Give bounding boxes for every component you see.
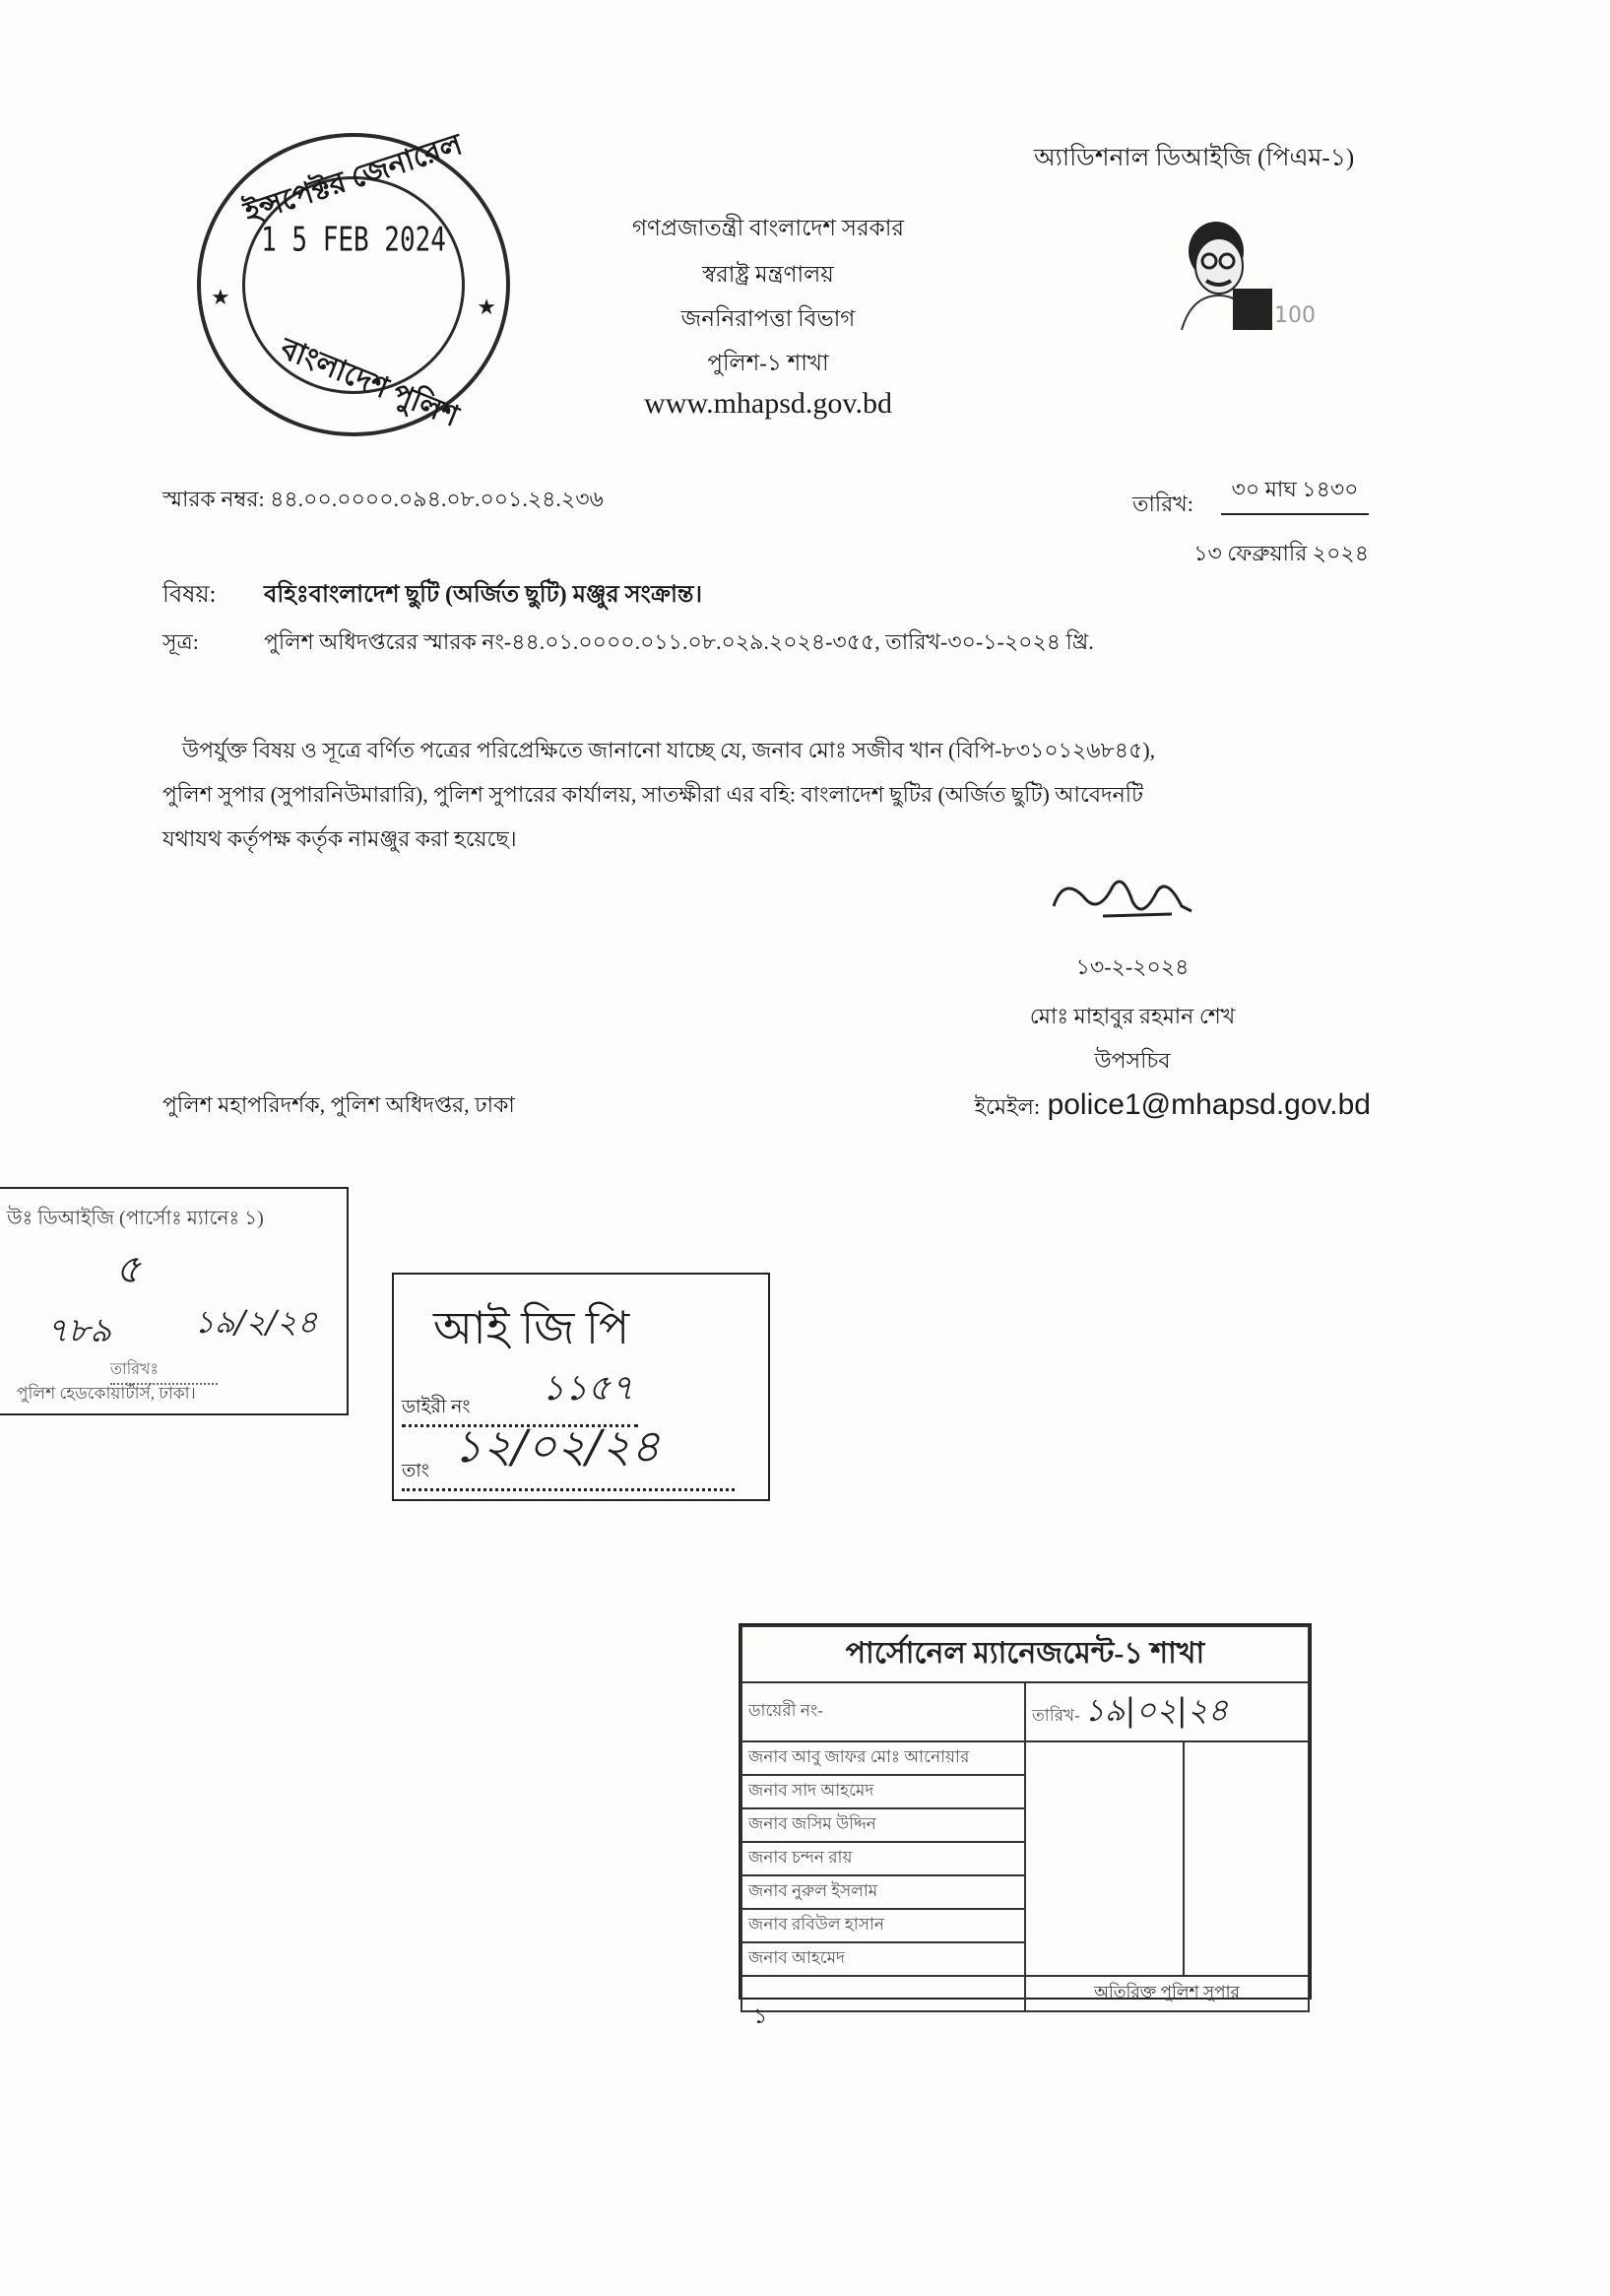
signature-date: ১৩-২-২০২৪ (1075, 954, 1190, 979)
subject-label: বিষয়: (162, 582, 217, 608)
signatory-email (867, 1088, 1371, 1127)
dig-receipt-stamp (0, 1187, 349, 1415)
division-name: জননিরাপত্তা বিভাগ (680, 306, 856, 331)
igp-date-label: তাং (402, 1457, 735, 1491)
branch-date-cell (1025, 1682, 1309, 1741)
signatory-name: মোঃ মাহাবুর রহমান শেখ (1029, 1004, 1236, 1028)
date-label: তারিখ: (1132, 492, 1193, 516)
date-bangla: ৩০ মাঘ ১৪৩০ (1221, 473, 1369, 515)
officer-name: জনাব জসিম উদ্দিন (741, 1808, 1025, 1842)
reference-label: সূত্র: (162, 629, 199, 654)
body-line: পুলিশ সুপার (সুপারনিউমারারি), পুলিশ সুপারের কার্যালয়, সাতক্ষীরা এর বহি: বাংলাদেশ ছুটির (অর্জিত ছুটি) আবেদনটি (162, 782, 1143, 807)
branch-footer: অতিরিক্ত পুলিশ সুপার (1025, 1976, 1309, 2011)
memo-number-label: স্মারক নম্বর: (162, 487, 265, 511)
ministry-name: স্বরাষ্ট্র মন্ত্রণালয় (702, 262, 834, 287)
body-line: যথাযথ কর্তৃপক্ষ কর্তৃক নামঞ্জুর করা হয়েছে। (162, 826, 517, 851)
date-gregorian: ১৩ ফেব্রুয়ারি ২০২৪ (1193, 541, 1369, 565)
recipient: পুলিশ মহাপরিদর্শক, পুলিশ অধিদপ্তর, ঢাকা (162, 1092, 515, 1117)
email-label: ইমেইল: (974, 1094, 1041, 1119)
subject: বহিঃবাংলাদেশ ছুটি (অর্জিত ছুটি) মঞ্জুর সংক্রান্ত। (264, 582, 703, 608)
page-number: ১ (753, 2003, 768, 2028)
igp-seal (197, 128, 510, 436)
star-icon: ★ (211, 285, 230, 309)
handwritten-date: ১৯/২/২৪ (194, 1303, 318, 1341)
handwritten-number: ৭৮৯ (46, 1311, 112, 1350)
addressed-to: অ্যাডিশনাল ডিআইজি (পিএম-১) (1034, 145, 1355, 171)
officer-name: জনাব নুরুল ইসলাম (741, 1875, 1025, 1909)
stamp-footer: পুলিশ হেডকোয়ার্টার্স, ঢাকা। (17, 1384, 196, 1403)
stamp-title: আই জি পি (433, 1303, 630, 1353)
branch-date: ১৯|০২|২৪ (1084, 1691, 1229, 1729)
reference: পুলিশ অধিদপ্তরের স্মারক নং-৪৪.০১.০০০০.০১১.০৮.০২৯.২০২৪-৩৫৫, তারিখ-৩০-১-২০২৪ খ্রি. (264, 629, 1094, 654)
government-name: গণপ্রজাতন্ত্রী বাংলাদেশ সরকার (631, 216, 905, 240)
diary-number: ১১৫৭ (542, 1368, 634, 1409)
signatory-designation: উপসচিব (1094, 1048, 1171, 1073)
branch-title: পার্সোনেল ম্যানেজমেন্ট-১ শাখা (741, 1626, 1309, 1682)
memo-number (162, 483, 604, 519)
date-label: তারিখ- (1032, 1706, 1080, 1725)
website: www.mhapsd.gov.bd (644, 387, 892, 420)
memo-number-value: ৪৪.০০.০০০০.০৯৪.০৮.০০১.২৪.২৩৬ (270, 487, 604, 511)
branch-name: পুলিশ-১ শাখা (707, 351, 829, 375)
diary-label: ডাইরী নং (402, 1393, 638, 1427)
branch-register-table (741, 1625, 1310, 2012)
seal-bottom-text: বাংলাদেশ পুলিশ (276, 332, 464, 433)
branch-register-stamp (739, 1623, 1312, 2000)
igp-date: ১২/০২/২৪ (453, 1419, 661, 1473)
email-link[interactable]: police1@mhapsd.gov.bd (1047, 1088, 1371, 1121)
signature (1044, 867, 1201, 941)
officer-name: জনাব চন্দন রায় (741, 1842, 1025, 1875)
igp-diary-stamp (392, 1273, 770, 1501)
officer-name: জনাব সাদ আহমেদ (741, 1775, 1025, 1808)
officer-name: জনাব আবু জাফর মোঃ আনোয়ার (741, 1741, 1025, 1775)
date-label: তারিখঃ (110, 1356, 218, 1385)
seal-date: 1 5 FEB 2024 (261, 221, 446, 260)
officer-name: জনাব আহমেদ (741, 1942, 1025, 1976)
svg-text:100: 100 (1274, 303, 1316, 328)
seal-top-text: ইন্সপেক্টর জেনারেল (240, 128, 467, 230)
body-line: উপর্যুক্ত বিষয় ও সূত্রে বর্ণিত পত্রের পরিপ্রেক্ষিতে জানানো যাচ্ছে যে, জনাব মোঃ সজীব খান (বিপি-৮৩১০১২৬৮৪৫), (182, 738, 1156, 762)
handwritten-mark: ৫ (115, 1247, 141, 1292)
diary-label: ডায়েরী নং- (741, 1682, 1025, 1741)
officer-name: জনাব রবিউল হাসান (741, 1909, 1025, 1942)
stamp-title: উঃ ডিআইজি (পার্সোঃ ম্যানেঃ ১) (7, 1208, 264, 1229)
star-icon: ★ (477, 295, 496, 319)
mujib-centenary-logo (1162, 212, 1334, 335)
